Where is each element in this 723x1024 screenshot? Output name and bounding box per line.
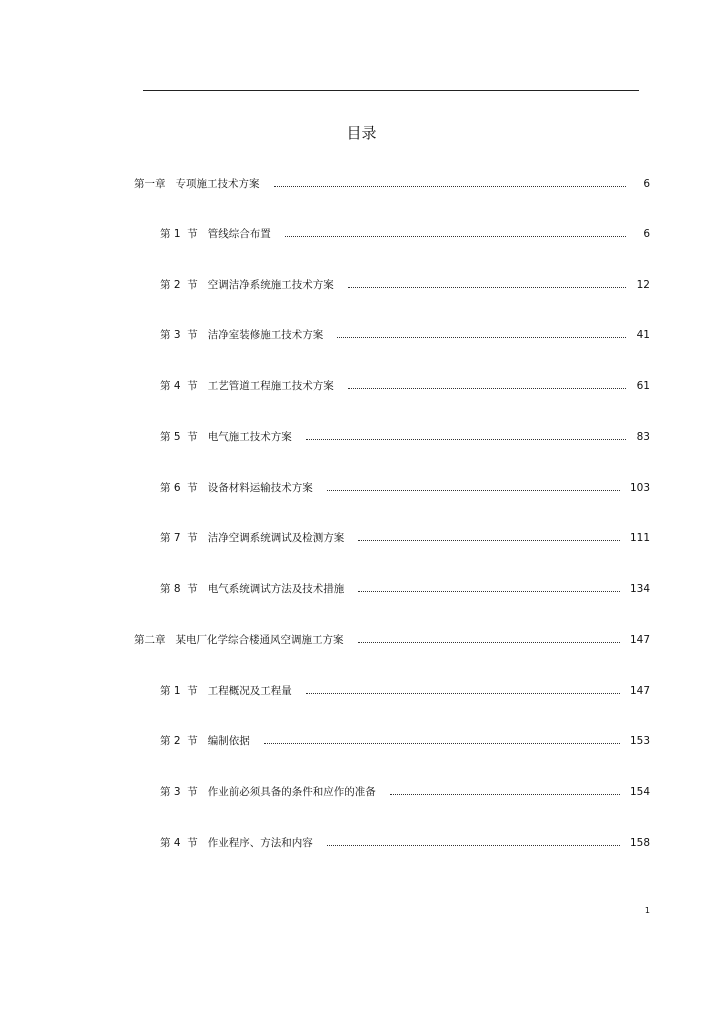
toc-entry-label: 第 4 节: [160, 837, 198, 849]
dot-leader: [337, 337, 626, 338]
toc-entry-title: 电气系统调试方法及技术措施: [207, 583, 345, 595]
toc-entry-section[interactable]: [160, 530, 650, 546]
toc-entry-page: 147: [629, 685, 650, 697]
toc-entry-title: 电气施工技术方案: [207, 431, 292, 443]
toc-entry-label: 第 3 节: [160, 329, 198, 341]
toc-entry-section[interactable]: [160, 327, 650, 343]
page-number: 1: [644, 906, 650, 915]
toc-entry-section[interactable]: [160, 378, 650, 394]
toc-entry-section[interactable]: [160, 683, 650, 699]
toc-entry-page: 6: [643, 228, 650, 240]
toc-entry-title: 专项施工技术方案: [175, 178, 260, 190]
toc-entry-page: 12: [636, 279, 650, 291]
toc-entry-page: 154: [629, 786, 650, 798]
toc-entry-page: 103: [629, 482, 650, 494]
toc-entry-section[interactable]: [160, 277, 650, 293]
toc-title: 目录: [346, 124, 377, 142]
toc-entry-section[interactable]: [160, 226, 650, 242]
toc-entry-title: 工程概况及工程量: [207, 685, 292, 697]
toc-entry-chapter-1[interactable]: [134, 176, 650, 192]
toc-entry-section[interactable]: [160, 480, 650, 496]
toc-entry-title: 洁净室装修施工技术方案: [207, 329, 324, 341]
toc-entry-label: 第 8 节: [160, 583, 198, 595]
toc-entry-page: 153: [629, 735, 650, 747]
toc-entry-title: 设备材料运输技术方案: [207, 482, 313, 494]
toc-entry-label: 第 1 节: [160, 685, 198, 697]
toc-entry-title: 某电厂化学综合楼通风空调施工方案: [175, 634, 344, 646]
dot-leader: [327, 845, 620, 846]
toc-entry-title: 编制依据: [207, 735, 250, 747]
dot-leader: [348, 287, 626, 288]
dot-leader: [285, 236, 626, 237]
toc-entry-label: 第 6 节: [160, 482, 198, 494]
dot-leader: [264, 743, 620, 744]
toc-entry-section[interactable]: [160, 733, 650, 749]
toc-entry-label: 第 5 节: [160, 431, 198, 443]
toc-entry-title: 工艺管道工程施工技术方案: [207, 380, 334, 392]
toc-entry-label: 第二章: [134, 634, 166, 646]
toc-entry-label: 第 1 节: [160, 228, 198, 240]
toc-entry-label: 第 2 节: [160, 735, 198, 747]
toc-entry-page: 61: [636, 380, 650, 392]
toc-entry-label: 第 4 节: [160, 380, 198, 392]
toc-entry-title: 作业程序、方法和内容: [207, 837, 313, 849]
toc-entry-page: 134: [629, 583, 650, 595]
dot-leader: [306, 693, 620, 694]
toc-entry-page: 6: [643, 178, 650, 190]
toc-entry-page: 83: [636, 431, 650, 443]
header-rule: [143, 90, 639, 91]
toc-entry-page: 158: [629, 837, 650, 849]
dot-leader: [274, 186, 627, 187]
dot-leader: [390, 794, 620, 795]
toc-entry-page: 147: [629, 634, 650, 646]
toc-entry-title: 作业前必须具备的条件和应作的准备: [207, 786, 376, 798]
dot-leader: [306, 439, 626, 440]
toc-entry-title: 洁净空调系统调试及检测方案: [207, 532, 345, 544]
toc-entry-section[interactable]: [160, 784, 650, 800]
toc-entry-page: 111: [629, 532, 650, 544]
dot-leader: [327, 490, 620, 491]
toc-entry-title: 空调洁净系统施工技术方案: [207, 279, 334, 291]
dot-leader: [358, 591, 620, 592]
toc-entry-label: 第 7 节: [160, 532, 198, 544]
toc-entry-chapter-2[interactable]: [134, 632, 650, 648]
toc-entry-label: 第 3 节: [160, 786, 198, 798]
toc-entry-page: 41: [636, 329, 650, 341]
toc-entry-label: 第 2 节: [160, 279, 198, 291]
toc-entry-section[interactable]: [160, 581, 650, 597]
toc-entry-section[interactable]: [160, 835, 650, 851]
dot-leader: [358, 642, 620, 643]
toc-entry-label: 第一章: [134, 178, 166, 190]
dot-leader: [348, 388, 626, 389]
toc-entry-title: 管线综合布置: [207, 228, 271, 240]
toc-entry-section[interactable]: [160, 429, 650, 445]
dot-leader: [358, 540, 620, 541]
